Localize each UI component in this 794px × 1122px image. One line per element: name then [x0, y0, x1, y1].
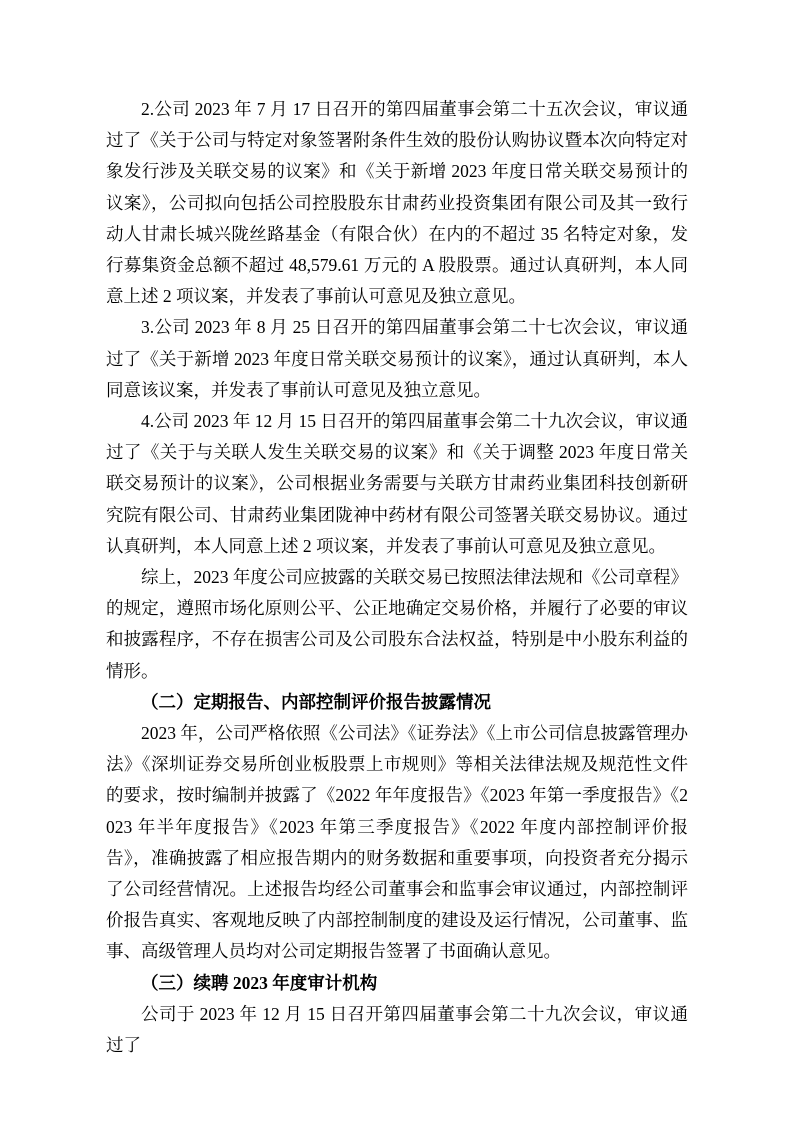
paragraph-summary-related-transactions: 综上，2023 年度公司应披露的关联交易已按照法律法规和《公司章程》的规定，遵照市场化原则公平、公正地确定交易价格，并履行了必要的审议和披露程序，不存在损害公司及公司股东合法权益，特别是中小股东利益的情形。 [106, 567, 688, 681]
heading-periodic-reports-disclosure: （二）定期报告、内部控制评价报告披露情况 [141, 691, 491, 712]
paragraph-item-4-board-meeting-29: 4.公司 2023 年 12 月 15 日召开的第四届董事会第二十九次会议，审议通过了《关于与关联人发生关联交易的议案》和《关于调整 2023 年度日常关联交易预计的议案》，公司根据业务需要与关联方甘肃药业集团科技创新研究院有限公司、甘肃药业集团陇神中药材有限公司签署关联交易协议。通过认真研判，本人同意上述 2 项议案，并发表了事前认可意见及独立意见。 [106, 411, 688, 556]
paragraph-item-3-board-meeting-27: 3.公司 2023 年 8 月 25 日召开的第四届董事会第二十七次会议，审议通过了《关于新增 2023 年度日常关联交易预计的议案》，通过认真研判，本人同意该议案，并发表了事前认可意见及独立意见。 [106, 317, 688, 400]
paragraph-audit-firm-renewal: 公司于 2023 年 12 月 15 日召开第四届董事会第二十九次会议，审议通过了 [106, 1003, 688, 1056]
heading-audit-firm-renewal: （三）续聘 2023 年度审计机构 [141, 972, 378, 993]
paragraph-periodic-reports-disclosure: 2023 年，公司严格依照《公司法》《证券法》《上市公司信息披露管理办法》《深圳证券交易所创业板股票上市规则》等相关法律法规及规范性文件的要求，按时编制并披露了《2022 年年度报告》《2023 年第一季度报告》《2023 年半年度报告》《2023 年第三季度报告》《2022 年度内部控制评价报告》，准确披露了相应报告期内的财务数据和重要事项，向投资者充分揭示了公司经营情况。上述报告均经公司董事会和监事会审议通过，内部控制评价报告真实、客观地反映了内部控制制度的建设及运行情况，公司董事、监事、高级管理人员均对公司定期报告签署了书面确认意见。 [106, 723, 688, 962]
document-content [106, 94, 688, 1061]
paragraph-item-2-board-meeting-25: 2.公司 2023 年 7 月 17 日召开的第四届董事会第二十五次会议，审议通过了《关于公司与特定对象签署附条件生效的股份认购协议暨本次向特定对象发行涉及关联交易的议案》和《关于新增 2023 年度日常关联交易预计的议案》，公司拟向包括公司控股股东甘肃药业投资集团有限公司及其一致行动人甘肃长城兴陇丝路基金（有限合伙）在内的不超过 35 名特定对象，发行募集资金总额不超过 48,579.61 万元的 A 股股票。通过认真研判，本人同意上述 2 项议案，并发表了事前认可意见及独立意见。 [106, 99, 688, 307]
